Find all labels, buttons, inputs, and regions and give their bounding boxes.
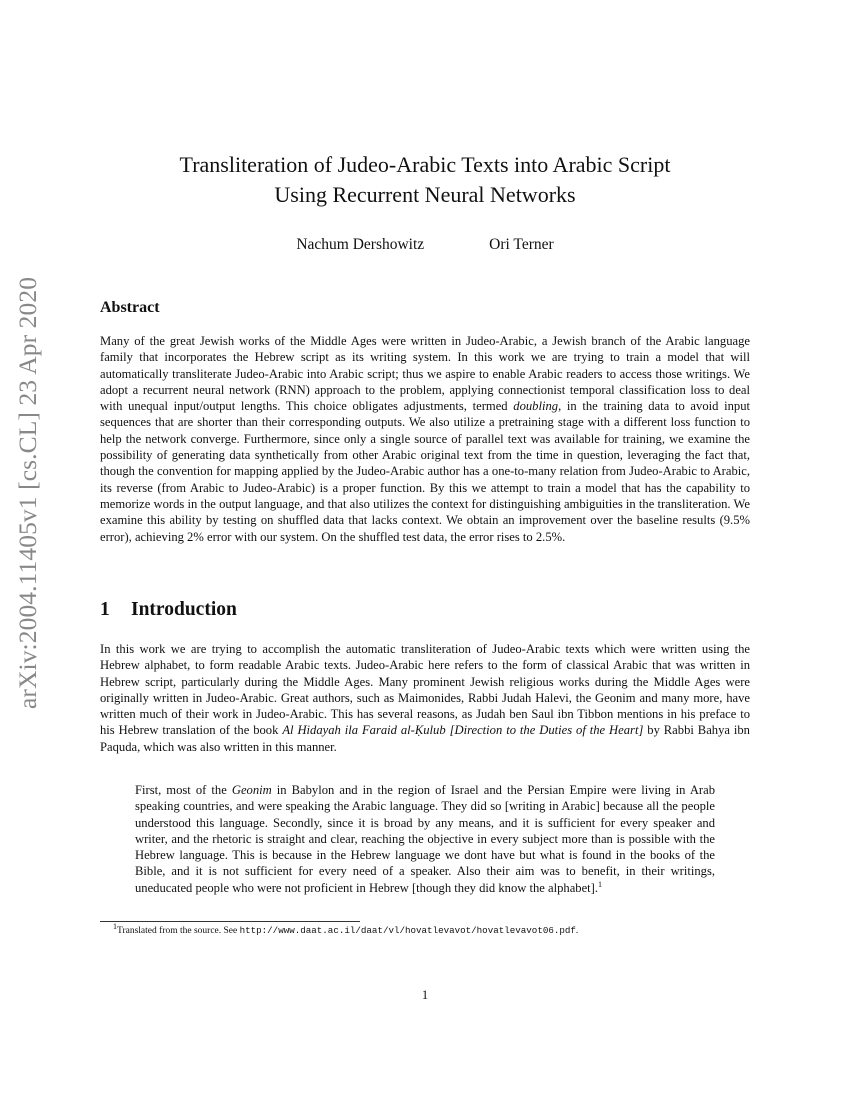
section-heading-introduction — [100, 599, 237, 621]
block-quote — [135, 782, 715, 896]
author-name: Ori Terner — [489, 236, 554, 253]
abstract-body — [100, 333, 750, 545]
abstract-heading: Abstract — [100, 299, 160, 316]
section-title: Introduction — [131, 599, 237, 620]
title-line-2: Using Recurrent Neural Networks — [274, 182, 576, 207]
author-name: Nachum Dershowitz — [296, 236, 425, 253]
arxiv-identifier: arXiv:2004.11405v1 [cs.CL] 23 Apr 2020 — [13, 276, 42, 710]
footnote-divider — [100, 921, 360, 922]
abstract-emphasis: doubling — [513, 399, 559, 414]
paper-title — [100, 150, 750, 210]
footnote-text: Translated from the source. See — [117, 926, 240, 936]
footnote-mark: 1 — [113, 921, 117, 931]
abstract-text: , in the training data to avoid input sequences that are shorter than their corresponding outputs. We also utilize a pretraining stage with a different loss function to help the network converge. Furthermore, since only a single source of parallel text was available for training, we examine the possibility of generating data synthetically from other Arabic original text from the time in question, leveraging the fact that, though the convention for mapping applied by the Judeo-Arabic author has a one-to-many relation from Judeo-Arabic to Arabic, its reverse (from Arabic to Judeo-Arabic) is a proper function. By this we attempt to train a model that has the capability to memorize words in the output language, and that also utilizes the context for distinguishing ambiguities in the transliteration. We examine this ability by testing on shuffled data that lacks context. We obtain an improvement over the baseline results (9.5% error), achieving 2% error with our system. On the shuffled test data, the error rises to 2.5%. — [100, 399, 750, 544]
page-number: 1 — [421, 988, 429, 1002]
intro-text: In this work we are trying to accomplish the automatic transliteration of Judeo-Arabic texts which were written using the Hebrew alphabet, to form readable Arabic texts. Judeo-Arabic here refers to the form of classical Arabic that was written in Hebrew script, particularly during the Middle Ages. Many prominent Jewish religious works during the Middle Ages were originally written in Judeo-Arabic. Great authors, such as Maimonides, Rabbi Judah Halevi, the Geonim and many more, have written much of their work in Judeo-Arabic. This has several reasons, as Judah ben Saul ibn Tibbon mentions in his preface to his Hebrew translation of the book — [100, 642, 750, 738]
title-line-1: Transliteration of Judeo-Arabic Texts into Arabic Script — [179, 152, 671, 177]
section-number: 1 — [100, 599, 110, 620]
footnote-url[interactable]: http://www.daat.ac.il/daat/vl/hovatlevavot/hovatlevavot06.pdf — [239, 925, 576, 936]
footnote-end: . — [575, 926, 579, 936]
quote-emphasis: Geonim — [231, 783, 272, 797]
footnote-reference[interactable]: 1 — [598, 879, 603, 889]
footnote — [113, 921, 763, 938]
intro-text: by Rabbi Bahya ibn Paquda, which was also written in this manner. — [100, 723, 750, 754]
quote-text: First, most of the — [135, 783, 232, 797]
abstract-text: Many of the great Jewish works of the Middle Ages were written in Judeo-Arabic, a Jewish branch of the Arabic language family that incorporates the Hebrew script as its writing system. In this work we are trying to train a model that will automatically transliterate Judeo-Arabic into Arabic script; thus we aspire to enable Arabic readers to access those writings. We adopt a recurrent neural network (RNN) approach to the problem, applying connectionist temporal classification loss to deal with unequal input/output lengths. This choice obligates adjustments, termed — [100, 334, 750, 414]
quote-text: in Babylon and in the region of Israel and the Persian Empire were living in Arab speaking countries, and were speaking the Arabic language. They did so [writing in Arabic] because all the people understood this language. Secondly, since it is broad by any means, and it is sufficient for every speaker and writer, and the rhetoric is straight and clear, reaching the objective in every subject more than is possible with the Hebrew language. This is because in the Hebrew language we dont have but what is found in the books of the Bible, and it is not sufficient for every need of a speaker. Also their aim was to benefit, in their writings, uneducated people who were not proficient in Hebrew [though they did know the alphabet]. — [135, 783, 715, 895]
introduction-paragraph — [100, 641, 750, 755]
author-list — [100, 236, 750, 254]
book-title: Al Hidayah ila Faraid al-Ḳulub [Direction to the Duties of the Heart] — [282, 723, 644, 738]
